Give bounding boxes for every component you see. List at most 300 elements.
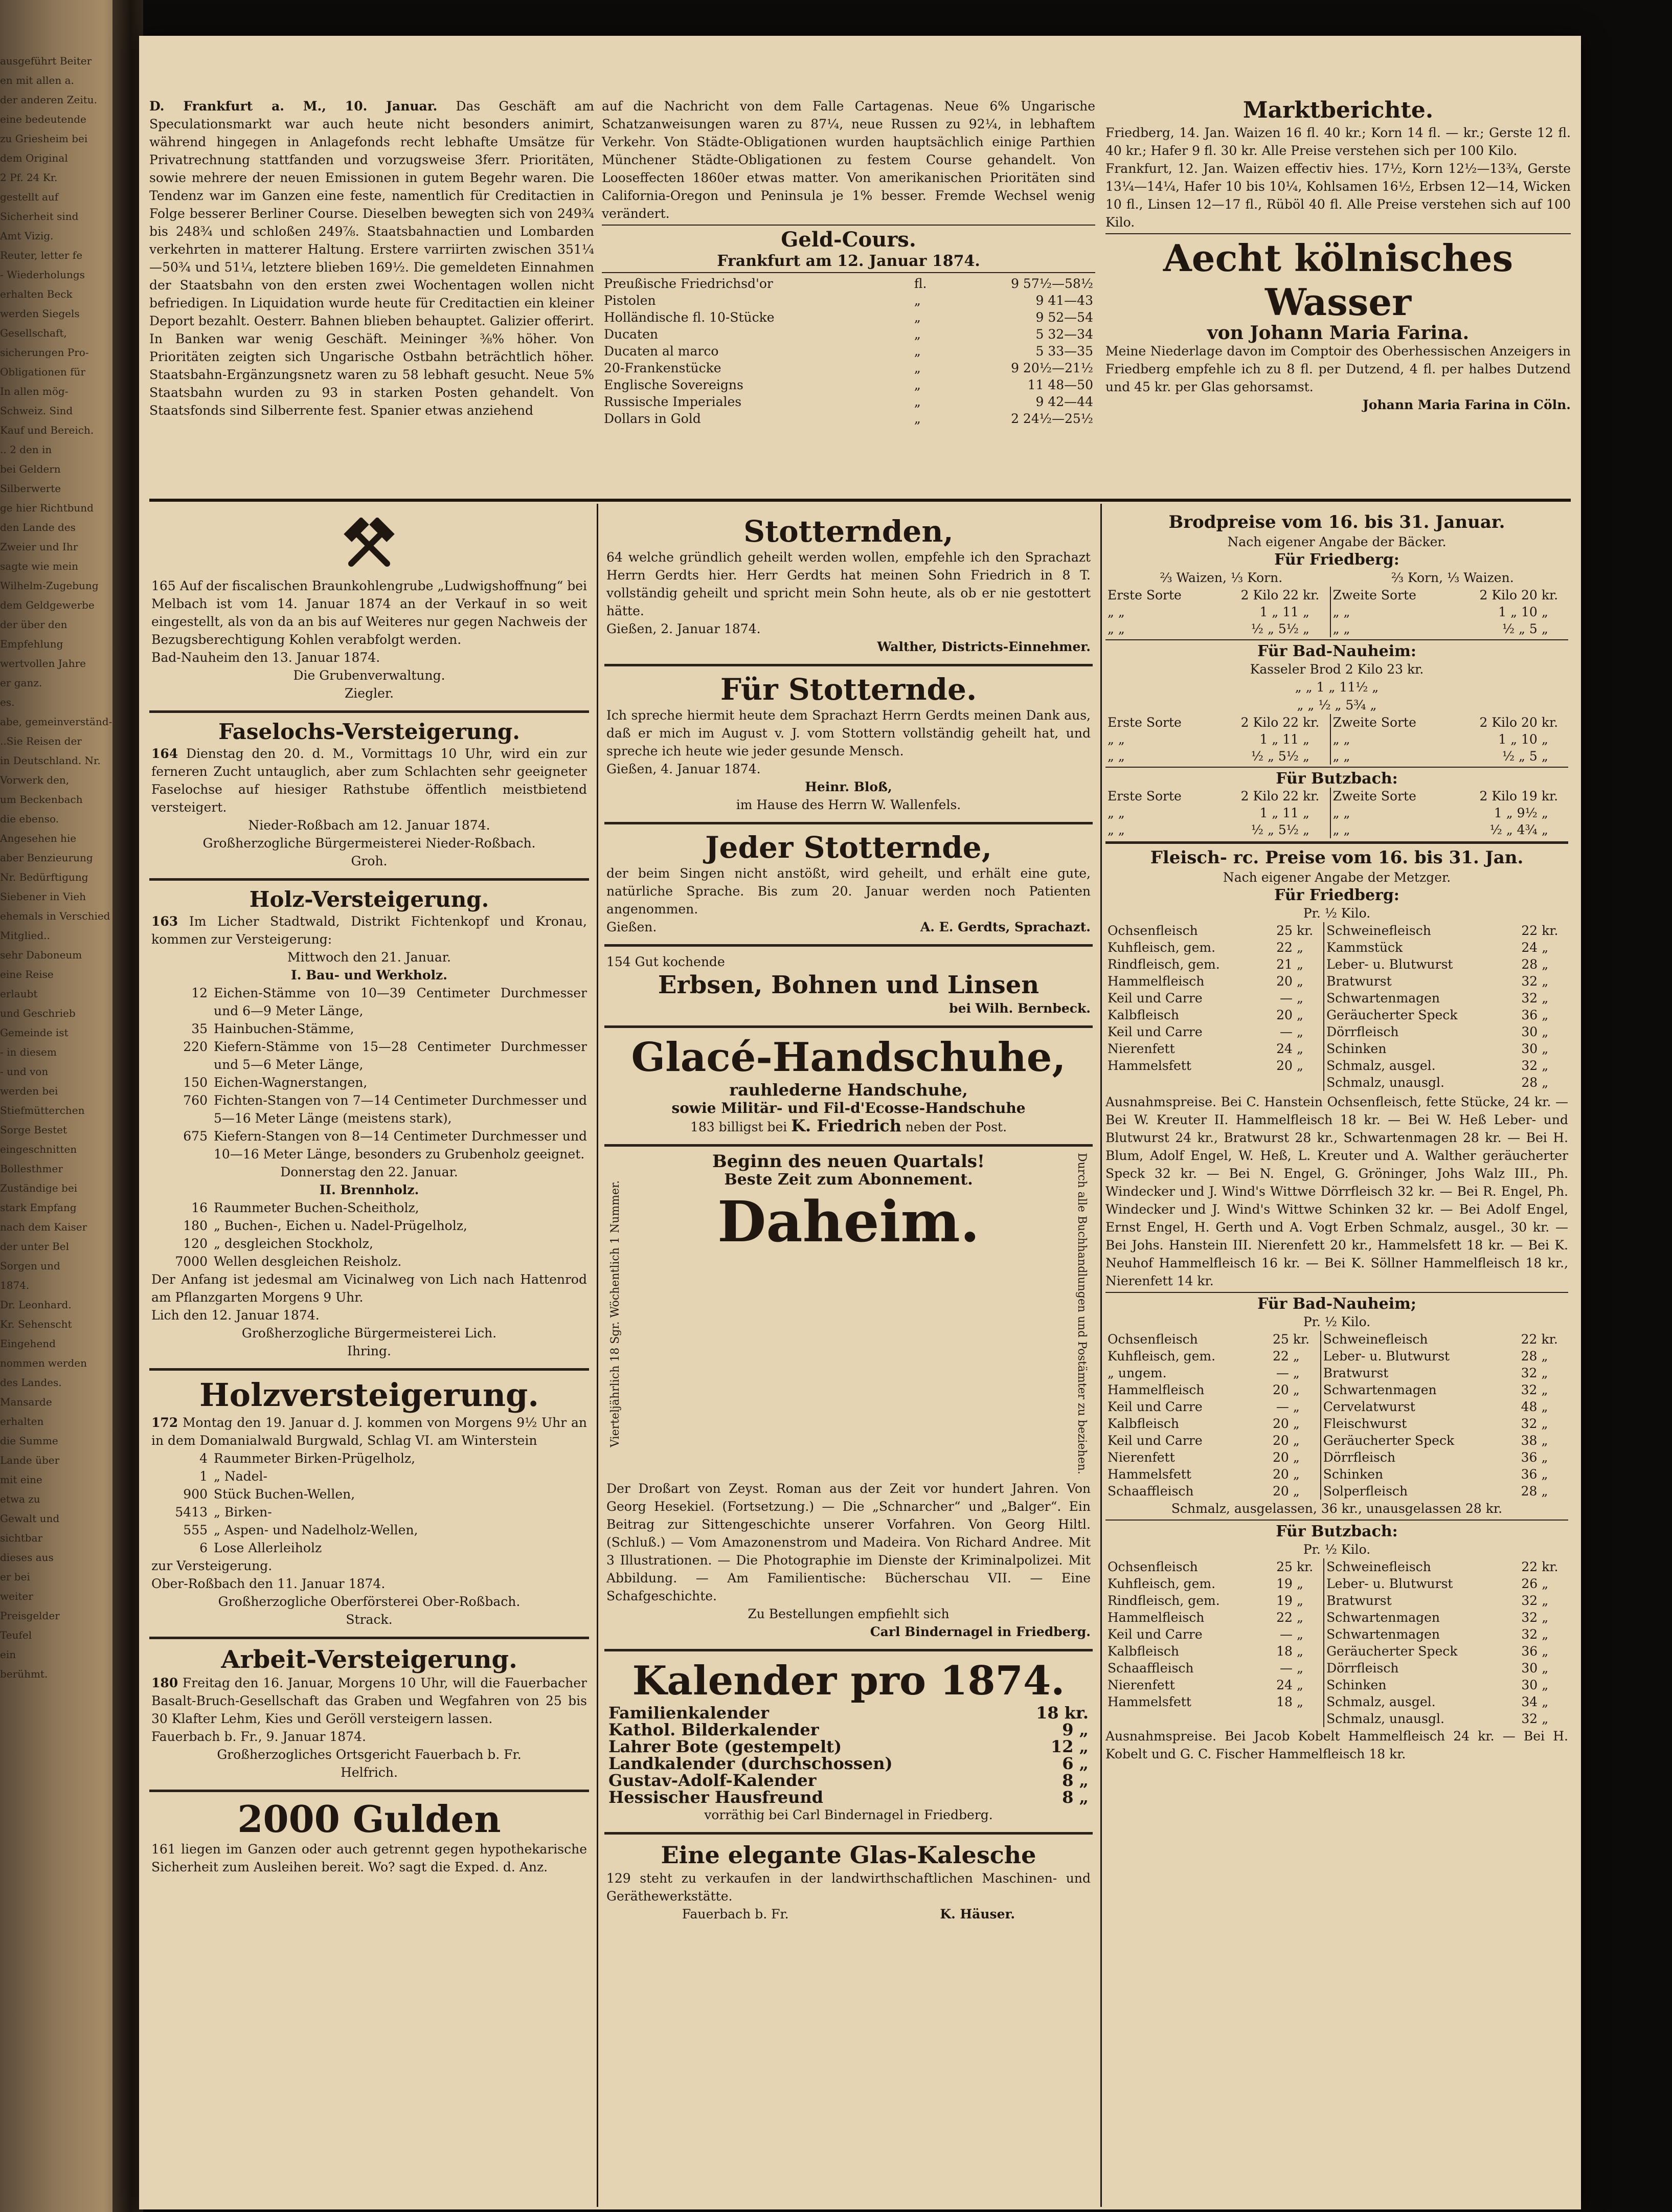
price-right-cell: 26 bbox=[1521, 1576, 1538, 1591]
price-left-cell: Keil und Carre bbox=[1108, 1433, 1203, 1448]
price-right-cell: 30 bbox=[1521, 1661, 1538, 1675]
currency-rate: 9 52—54 bbox=[1035, 310, 1093, 325]
left-page-line: Schweiz. Sind bbox=[0, 405, 73, 417]
price-right-cell: Bratwurst bbox=[1323, 1366, 1389, 1380]
faselochs-title: Faselochs-Versteigerung. bbox=[218, 719, 520, 744]
price-right-cell: 48 bbox=[1521, 1399, 1538, 1414]
table-row bbox=[1105, 1466, 1568, 1483]
erbsen-sig: bei Wilh. Bernbeck. bbox=[949, 1001, 1091, 1016]
price-right-cell: 1 „ 9½ bbox=[1494, 806, 1538, 820]
currency-name: Russische Imperiales bbox=[604, 394, 742, 409]
left-page-line: es. bbox=[0, 696, 15, 708]
price-right-cell: ½ „ 4¾ bbox=[1489, 822, 1538, 837]
currency-rate: 2 24½—25½ bbox=[1011, 411, 1093, 426]
price-left-cell: 2 Kilo 22 bbox=[1240, 588, 1299, 602]
price-left-cell: Hammelsfett bbox=[1108, 1058, 1191, 1073]
fleisch-butzbach-table bbox=[1105, 1558, 1568, 1727]
price-left-cell: 24 bbox=[1276, 1678, 1293, 1692]
glace-tail: neben der Post. bbox=[905, 1120, 1007, 1134]
price-right-cell: Solperfleisch bbox=[1323, 1484, 1408, 1499]
kalesche-place: Fauerbach b. Fr. bbox=[682, 1906, 789, 1921]
brod-butzbach-table bbox=[1105, 788, 1568, 838]
grube-date: Bad-Nauheim den 13. Januar 1874. bbox=[151, 650, 380, 665]
table-row bbox=[1105, 1415, 1568, 1432]
price-right-cell: 28 bbox=[1521, 1349, 1538, 1364]
price-left-cell: Erste Sorte bbox=[1108, 715, 1182, 730]
currency-unit: „ bbox=[914, 394, 921, 409]
kalender-title: Kalender pro 1874. bbox=[632, 1657, 1065, 1704]
ad-number: 129 bbox=[606, 1870, 631, 1886]
price-right-cell: „ bbox=[1542, 1678, 1549, 1692]
item-description: „ Buchen-, Eichen u. Nadel-Prügelholz, bbox=[214, 1218, 467, 1233]
left-page-line: etwa zu bbox=[0, 1493, 40, 1505]
item-quantity: 220 bbox=[183, 1039, 208, 1054]
kalender-ad bbox=[604, 1655, 1093, 1829]
stot2-title: Für Stotternde. bbox=[720, 672, 977, 707]
price-left-cell: „ bbox=[1295, 1626, 1324, 1643]
kalesche-sig: K. Häuser. bbox=[940, 1906, 1015, 1921]
table-row bbox=[1105, 1558, 1568, 1575]
price-left-cell: „ bbox=[1301, 604, 1330, 620]
item-description: „ Birken- bbox=[214, 1505, 272, 1520]
price-right-cell: „ „ bbox=[1332, 605, 1350, 619]
price-right-cell: „ bbox=[1542, 1024, 1549, 1039]
price-right-cell: „ bbox=[1541, 806, 1548, 820]
left-page-line: .. 2 den in bbox=[0, 443, 52, 456]
price-left-cell: ½ „ 5½ bbox=[1251, 749, 1299, 764]
left-page-line: er ganz. bbox=[0, 677, 42, 689]
price-right-cell: Geräucherter Speck bbox=[1323, 1433, 1455, 1448]
erbsen-title: Erbsen, Bohnen und Linsen bbox=[658, 971, 1040, 999]
fleisch-fb-unit: Pr. ½ Kilo. bbox=[1303, 906, 1371, 921]
stot2-ad bbox=[604, 669, 1093, 819]
table-row bbox=[602, 343, 1095, 360]
price-left-cell: 19 bbox=[1276, 1576, 1293, 1591]
item-description: „ Nadel- bbox=[214, 1469, 267, 1484]
brod-title: Brodpreise vom 16. bis 31. Januar. bbox=[1168, 512, 1505, 532]
price-right-cell: kr. bbox=[1541, 789, 1558, 803]
price-right-cell: Dörrfleisch bbox=[1326, 1661, 1399, 1675]
brod-sub: Nach eigener Angabe der Bäcker. bbox=[1227, 534, 1447, 549]
ad-number: 164 bbox=[151, 746, 178, 761]
brod-nauheim-kasseler: Kasseler Brod 2 Kilo 23 kr. bbox=[1250, 662, 1424, 677]
price-left-cell: kr. bbox=[1301, 587, 1330, 604]
item-description: Raummeter Birken-Prügelholz, bbox=[214, 1451, 416, 1466]
price-right-cell: 36 bbox=[1521, 1644, 1538, 1659]
market-report-continued: auf die Nachricht von dem Falle Cartagenas. Neue 6% Ungarische Schatzanweisungen waren zu 87¼, neue Russen zu 92¼, in lebhaftem Verkehr. Von Städte-Obligationen wurden hauptsächlich einige Parthien Münchener Städte-Obligationen zu festem Course gehandelt. Von Looseffecten 1860er etwas matter. Von amerikanischen Prioritäten sind California-Oregon und Peninsula je 1% besser. Fremde Wechsel wenig verändert. bbox=[602, 99, 1095, 221]
price-left-cell: Nierenfett bbox=[1108, 1041, 1175, 1056]
price-right-cell: 28 bbox=[1521, 957, 1538, 972]
price-left-cell: Kalbfleisch bbox=[1108, 1008, 1179, 1022]
price-right-cell: „ bbox=[1542, 1041, 1549, 1056]
price-right-cell: 2 Kilo 20 bbox=[1479, 588, 1538, 602]
price-right-cell: 30 bbox=[1521, 1041, 1538, 1056]
price-left-cell: 1 „ 11 bbox=[1259, 806, 1299, 820]
price-right-cell: Geräucherter Speck bbox=[1326, 1008, 1458, 1022]
table-row bbox=[1105, 604, 1568, 620]
currency-name: Englische Sovereigns bbox=[604, 377, 743, 392]
price-left-cell: Keil und Carre bbox=[1108, 1024, 1203, 1039]
left-page-line: ..Sie Reisen der bbox=[0, 735, 82, 747]
item-quantity: 4 bbox=[199, 1451, 208, 1466]
brod-friedberg-table bbox=[1105, 587, 1568, 637]
list-item bbox=[151, 1020, 587, 1038]
price-right-cell: „ bbox=[1542, 1058, 1549, 1073]
price-right-cell: Schweinefleisch bbox=[1326, 923, 1431, 938]
faselochs-sig2: Groh. bbox=[351, 854, 388, 868]
price-left-cell: „ „ bbox=[1108, 749, 1125, 764]
left-page-line: Kr. Sehenscht bbox=[0, 1318, 72, 1330]
table-row bbox=[1105, 1449, 1568, 1466]
price-right-cell: „ bbox=[1542, 1711, 1549, 1726]
glace-line: billigst bei bbox=[718, 1120, 787, 1134]
currency-name: Dollars in Gold bbox=[604, 411, 701, 426]
faselochs-sig1: Großherzogliche Bürgermeisterei Nieder-Roßbach. bbox=[202, 836, 536, 851]
table-row bbox=[1105, 1331, 1568, 1348]
holz2-outro: zur Versteigerung. bbox=[151, 1558, 273, 1573]
left-page-line: mit eine bbox=[0, 1473, 42, 1486]
currency-rate: 11 48—50 bbox=[1027, 377, 1093, 392]
table-row bbox=[1105, 1643, 1568, 1660]
koelnisch-sub: von Johann Maria Farina. bbox=[1207, 322, 1470, 344]
left-page-line: Mansarde bbox=[0, 1396, 52, 1408]
geld-cours-subtitle: Frankfurt am 12. Januar 1874. bbox=[717, 252, 980, 270]
price-left-cell: 1 „ 11 bbox=[1259, 605, 1299, 619]
daheim-title: Daheim. bbox=[717, 1189, 980, 1255]
geld-cours-table bbox=[602, 275, 1095, 427]
frankfurt-report-title: D. Frankfurt a. M., 10. Januar. bbox=[149, 99, 438, 114]
currency-name: Pistolen bbox=[604, 293, 656, 308]
left-page-line: nach dem Kaiser bbox=[0, 1221, 87, 1233]
column-rule-1 bbox=[597, 504, 598, 2207]
item-description: Stück Buchen-Wellen, bbox=[214, 1487, 355, 1502]
daheim-contents bbox=[604, 1480, 1093, 1646]
brod-nauheim-table bbox=[1105, 714, 1568, 765]
glace-title: Glacé-Handschuhe, bbox=[631, 1034, 1066, 1081]
daheim-footer2: Carl Bindernagel in Friedberg. bbox=[870, 1624, 1091, 1639]
brod-fb-head-right: ⅔ Korn, ⅓ Waizen. bbox=[1391, 570, 1514, 585]
price-right-cell: „ bbox=[1542, 991, 1549, 1006]
left-page-line: erhalten bbox=[0, 1415, 44, 1427]
list-item bbox=[151, 1074, 587, 1091]
list-item bbox=[151, 984, 587, 1020]
kalender-price: 12 „ bbox=[1050, 1736, 1089, 1756]
fleisch-friedberg-title: Für Friedberg: bbox=[1274, 886, 1399, 904]
glace-sig: K. Friedrich bbox=[791, 1116, 901, 1135]
table-row bbox=[1105, 1432, 1568, 1449]
kalender-name: Gustav-Adolf-Kalender bbox=[608, 1770, 817, 1790]
holz-section2: II. Brennholz. bbox=[319, 1182, 419, 1197]
price-left-cell: Ochsenfleisch bbox=[1108, 923, 1198, 938]
gulden-text: liegen im Ganzen oder auch getrennt gegen hypothekarische Sicherheit zum Ausleihen bereit. Wo? sagt die Exped. d. Anz. bbox=[151, 1842, 587, 1874]
price-left-cell: „ bbox=[1295, 990, 1324, 1007]
holz-section1: I. Bau- und Werkholz. bbox=[291, 968, 447, 982]
price-right-cell: Schwartenmagen bbox=[1326, 1627, 1440, 1642]
fleisch-ausnahme-friedberg: Ausnahmspreise. Bei C. Hanstein Ochsenfleisch, fette Stücke, 24 kr. — Bei W. Kreuter II. Hammelfleisch 18 kr. — Bei W. Heß Leber- und Blutwurst 24 kr., Bratwurst 28 kr., Schwartenmagen 28 kr. — Bei H. Blum, Adolf Engel, W. Heß, L. Kreuter und A. Walther geräucherter Speck 32 kr. — Bei N. Engel, G. Gröninger, Johs Walz III., Ph. Windecker und J. Wind's Wittwe Dörrfleisch 32 kr. — Bei R. Engel, Ph. Windecker und J. Wind's Wittwe Schinken 32 kr. — Bei Adolf Engel, Ernst Engel, H. Gerth und A. Vogt Erben Schmalz, ausgel., 30 kr. — Bei Johs. Hanstein III. Nierenfett 20 kr., Hammelsfett 18 kr. — Bei K. Neuhof Hammelfleisch 16 kr. — Bei K. Söllner Hammelfleisch 18 kr., Nierenfett 14 kr. bbox=[1105, 1094, 1568, 1288]
price-left-cell: Ochsenfleisch bbox=[1108, 1559, 1198, 1574]
fleisch-butzbach-title: Für Butzbach: bbox=[1276, 1523, 1398, 1540]
daheim-head2: Beste Zeit zum Abonnement. bbox=[724, 1171, 973, 1189]
left-page-line: aber Benzieurung bbox=[0, 852, 93, 864]
list-item bbox=[151, 1521, 587, 1539]
faselochs-text: Dienstag den 20. d. M., Vormittags 10 Uhr, wird ein zur ferneren Zucht untauglich, aber zum Schlachten sehr geeigneter Faselochse auf hiesiger Rathstube öffentlich meistbietend versteigert. bbox=[151, 746, 587, 815]
price-left-cell: — bbox=[1276, 1399, 1289, 1414]
left-page-line: sagte wie mein bbox=[0, 560, 79, 572]
price-left-cell: kr. bbox=[1291, 1331, 1321, 1348]
grube-signature-2: Ziegler. bbox=[344, 686, 394, 701]
marktberichte-title: Marktberichte. bbox=[1242, 97, 1434, 123]
kalender-price: 9 „ bbox=[1062, 1719, 1089, 1739]
table-row bbox=[1105, 1040, 1568, 1057]
holz2-sig1: Großherzogliche Oberförsterei Ober-Roßbach. bbox=[218, 1594, 521, 1609]
stot3-place: Gießen. bbox=[606, 920, 657, 934]
price-left-cell: „ bbox=[1295, 939, 1324, 956]
price-right-cell: 30 bbox=[1521, 1024, 1538, 1039]
price-right-cell: „ bbox=[1541, 1366, 1548, 1380]
fleisch-sub: Nach eigener Angabe der Metzger. bbox=[1223, 870, 1451, 885]
currency-rate: 9 42—44 bbox=[1035, 394, 1093, 409]
left-page-line: - und von bbox=[0, 1065, 49, 1078]
ad-number: 154 bbox=[606, 954, 631, 969]
holz-outro: Der Anfang ist jedesmal am Vicinalweg von Lich nach Hattenrod am Pflanzgarten Morgens 9 Uhr. bbox=[151, 1272, 587, 1305]
price-right-cell: „ bbox=[1541, 1349, 1548, 1364]
stot3-title: Jeder Stotternde, bbox=[705, 830, 992, 865]
price-left-cell: „ bbox=[1291, 1398, 1321, 1415]
price-right-cell: „ bbox=[1542, 1075, 1549, 1090]
holz-items-2 bbox=[151, 1199, 587, 1270]
price-right-cell: 36 bbox=[1521, 1450, 1538, 1465]
left-page-line: dem Geldgewerbe bbox=[0, 599, 95, 611]
left-page-line: eine Reise bbox=[0, 968, 54, 980]
ad-number: 172 bbox=[151, 1415, 178, 1430]
price-right-cell: Schweinefleisch bbox=[1326, 1559, 1431, 1574]
left-page-line: Sicherheit sind bbox=[0, 210, 79, 222]
column-2-top bbox=[602, 97, 1095, 427]
left-page-line: eine bedeutende bbox=[0, 113, 86, 125]
item-quantity: 555 bbox=[183, 1523, 208, 1537]
left-page-line: Nr. Bedürftigung bbox=[0, 871, 88, 883]
table-row bbox=[1105, 1381, 1568, 1398]
marktberichte-frankfurt: Frankfurt, 12. Jan. Waizen effectiv hies. 17½, Korn 12½—13¾, Gerste 13¼—14¼, Hafer 10 bis 10¼, Kohlsamen 16½, Erbsen 12—14, Wicken 10 fl., Linsen 12—17 fl., Rüböl 40 fl. Alle Preise verstehen sich auf 100 Kilo. bbox=[1105, 161, 1571, 230]
price-right-cell: 24 bbox=[1521, 940, 1538, 955]
table-row bbox=[606, 1738, 1091, 1755]
price-right-cell: 38 bbox=[1521, 1433, 1538, 1448]
price-left-cell: ½ „ 5½ bbox=[1251, 621, 1299, 636]
list-item bbox=[151, 1503, 587, 1521]
table-row bbox=[1105, 1710, 1568, 1727]
brod-nauheim-k3: „ „ ½ „ 5¾ „ bbox=[1297, 698, 1377, 712]
item-description: Raummeter Buchen-Scheitholz, bbox=[214, 1200, 419, 1215]
left-page-line: Silberwerte bbox=[0, 482, 61, 495]
holz-date: Lich den 12. Januar 1874. bbox=[151, 1308, 320, 1323]
item-description: Fichten-Stangen von 7—14 Centimeter Durchmesser und 5—16 Meter Länge (meistens stark), bbox=[214, 1093, 587, 1126]
price-left-cell: 24 bbox=[1276, 1041, 1293, 1056]
list-item bbox=[151, 1038, 587, 1074]
grube-signature-1: Die Grubenverwaltung. bbox=[293, 668, 445, 683]
currency-name: Ducaten bbox=[604, 327, 658, 342]
left-page-line: die Summe bbox=[0, 1435, 58, 1447]
kalender-name: Kathol. Bilderkalender bbox=[608, 1719, 819, 1739]
price-left-cell: „ bbox=[1295, 1592, 1324, 1609]
daheim-ad bbox=[604, 1150, 1093, 1480]
price-left-cell: Schaaffleisch bbox=[1108, 1661, 1194, 1675]
price-left-cell: „ bbox=[1295, 956, 1324, 973]
table-row bbox=[606, 1772, 1091, 1789]
left-page-line: erhalten Beck bbox=[0, 288, 73, 300]
frankfurt-report-text: Das Geschäft am Speculationsmarkt war auch heute nicht besonders animirt, während hingegen in Anlagefonds recht lebhafte Umsätze für Privatrechnung stattfanden und vorzugsweise 3ferr. Prioritäten, sowie mehrere der neuen Emissionen in gutem Begehr waren. Die Tendenz war im Ganzen eine feste, namentlich für Creditactien in Folge besserer Berliner Course. Dieselben bewegten sich von 249¾ bis 248¾ und schloßen 249⅞. Staatsbahnactien und Lombarden verkehrten in matterer Haltung. Erstere varriirten zwischen 351¼—50¾ und 51¼, letztere blieben 169½. Die gemeldeten Einnahmen der Staatsbahn von den ersten zwei Wochentagen wollen nicht befriedigen. In Liquidation wurde heute für Creditactien ein kleiner Deport bezahlt. Oesterr. Bahnen blieben behauptet. Galizier offerirt. In Banken war wenig Geschäft. Meininger ⅜% höher. Von Prioritäten zeigten sich Ungarische Ostbahn beträchtlich höher. Staatsbahn-Ergänzungsnetz waren zu 58 lebhaft gesucht. Neue 5% Staatsbahn wurden zu 93 in starken Posten gehandelt. Von Staatsfonds sind Silberrente fest. Spanier etwas anziehend bbox=[149, 99, 594, 418]
table-row bbox=[1105, 805, 1568, 821]
price-left-cell: — bbox=[1279, 1024, 1293, 1039]
price-right-cell: 28 bbox=[1521, 1075, 1538, 1090]
price-right-cell: „ bbox=[1542, 974, 1549, 989]
list-item bbox=[151, 1127, 587, 1163]
price-right-cell: Dörrfleisch bbox=[1323, 1450, 1396, 1465]
table-row bbox=[606, 1755, 1091, 1772]
left-page-line: Sorgen und bbox=[0, 1260, 60, 1272]
currency-name: 20-Frankenstücke bbox=[604, 361, 721, 375]
holz2-sig2: Strack. bbox=[346, 1612, 393, 1627]
grube-body: Auf der fiscalischen Braunkohlengrube „Ludwigshoffnung“ bei Melbach ist vom 14. Januar 1874 an der Verkauf in so weit eingestellt, als von da an bis auf Weiteres nur gegen Nachweis der Bezugsberechtigung Kohlen verabfolgt werden. bbox=[151, 578, 588, 647]
gulden-ad bbox=[149, 1795, 589, 1881]
left-page-line: bei Geldern bbox=[0, 463, 61, 475]
stot1-ad bbox=[604, 511, 1093, 661]
price-left-cell bbox=[1267, 1074, 1295, 1091]
book-gutter bbox=[112, 0, 143, 2212]
price-left-cell bbox=[1295, 1710, 1324, 1727]
price-right-cell: Fleischwurst bbox=[1323, 1416, 1407, 1431]
price-left-cell: „ bbox=[1291, 1432, 1321, 1449]
price-right-cell: „ bbox=[1541, 749, 1548, 764]
price-right-cell: „ „ bbox=[1332, 749, 1350, 764]
price-left-cell: „ bbox=[1295, 1693, 1324, 1710]
table-row bbox=[1105, 1626, 1568, 1643]
ad-number: 163 bbox=[151, 914, 178, 929]
fleisch-title: Fleisch- rc. Preise vom 16. bis 31. Jan. bbox=[1150, 847, 1524, 868]
price-left-cell: „ bbox=[1295, 1023, 1324, 1040]
table-row bbox=[602, 393, 1095, 410]
price-right-cell: Zweite Sorte bbox=[1332, 588, 1416, 602]
table-row bbox=[1105, 1609, 1568, 1626]
price-left-cell: „ „ bbox=[1108, 822, 1125, 837]
price-left-cell: 18 bbox=[1276, 1694, 1293, 1709]
item-quantity: 760 bbox=[183, 1093, 208, 1108]
price-left-cell: „ bbox=[1295, 973, 1324, 990]
price-left-cell: 20 bbox=[1276, 1058, 1293, 1073]
left-page-line: Preisgelder bbox=[0, 1610, 60, 1622]
marktberichte-friedberg: Friedberg, 14. Jan. Waizen 16 fl. 40 kr.; Korn 14 fl. — kr.; Gerste 12 fl. 40 kr.; Hafer 9 fl. 30 kr. Alle Preise verstehen sich per 100 Kilo. bbox=[1105, 125, 1571, 158]
price-right-cell: Zweite Sorte bbox=[1332, 789, 1416, 803]
koelnisch-title: Aecht kölnisches Wasser bbox=[1163, 236, 1513, 324]
price-left-cell: Kalbfleisch bbox=[1108, 1416, 1179, 1431]
price-left-cell: Kalbfleisch bbox=[1108, 1644, 1179, 1659]
price-right-cell: 32 bbox=[1521, 1416, 1538, 1431]
holz-ad bbox=[149, 884, 589, 1365]
left-page-line: 1874. bbox=[0, 1279, 30, 1291]
brod-nauheim-title: Für Bad-Nauheim: bbox=[1257, 642, 1416, 660]
price-left-cell: 20 bbox=[1273, 1467, 1289, 1482]
currency-unit: „ bbox=[914, 310, 921, 325]
holz2-ad bbox=[149, 1374, 589, 1634]
holz-day2: Donnerstag den 22. Januar. bbox=[280, 1165, 458, 1179]
price-left-cell: kr. bbox=[1295, 922, 1324, 939]
stot2-text: Ich spreche hiermit heute dem Sprachazt Herrn Gerdts meinen Dank aus, daß er mich im August v. J. vom Stottern vollständig geheilt hat, und spreche ich heute wie jeder gesunde Mensch. bbox=[606, 708, 1091, 758]
holz-intro: Im Licher Stadtwald, Distrikt Fichtenkopf und Kronau, kommen zur Versteigerung: bbox=[151, 914, 587, 947]
price-right-cell: 22 bbox=[1521, 923, 1538, 938]
price-left-cell: 20 bbox=[1273, 1382, 1289, 1397]
item-quantity: 12 bbox=[191, 986, 208, 1000]
left-page-line: berühmt. bbox=[0, 1668, 48, 1680]
left-page-line: werden bei bbox=[0, 1085, 58, 1097]
table-row bbox=[1105, 1398, 1568, 1415]
table-row bbox=[1105, 990, 1568, 1007]
geld-cours-title: Geld-Cours. bbox=[781, 228, 916, 252]
price-right-cell: 34 bbox=[1521, 1694, 1538, 1709]
arbeit-title: Arbeit-Versteigerung. bbox=[221, 1645, 517, 1674]
arbeit-text: Freitag den 16. Januar, Morgens 10 Uhr, will die Fauerbacher Basalt-Bruch-Gesellschaft das Graben und Wegfahren von 25 bis 30 Klafter Lehm, Kies und Geröll versteigern lassen. bbox=[151, 1675, 587, 1726]
price-left-cell: 1 „ 11 bbox=[1259, 732, 1299, 747]
brod-nauheim-k2: „ „ 1 „ 11½ „ bbox=[1295, 680, 1379, 695]
table-row bbox=[1105, 1365, 1568, 1381]
erbsen-pre: Gut kochende bbox=[635, 954, 725, 969]
price-left-cell bbox=[1295, 1074, 1324, 1091]
table-row bbox=[1105, 1592, 1568, 1609]
price-right-cell: 32 bbox=[1521, 1058, 1538, 1073]
left-page-line: 2 Pf. 24 Kr. bbox=[0, 171, 58, 184]
fleisch-nauheim-table bbox=[1105, 1331, 1568, 1500]
daheim-footer1: Zu Bestellungen empfiehlt sich bbox=[748, 1606, 950, 1621]
table-row bbox=[602, 292, 1095, 309]
left-page-line: dieses aus bbox=[0, 1551, 54, 1563]
price-right-cell: Schmalz, unausgl. bbox=[1326, 1075, 1444, 1090]
price-right-cell: Schmalz, unausgl. bbox=[1326, 1711, 1444, 1726]
currency-rate: 9 41—43 bbox=[1035, 293, 1093, 308]
fleisch-bn-schmalz: Schmalz, ausgelassen, 36 kr., unausgelassen 28 kr. bbox=[1171, 1501, 1503, 1516]
price-right-cell: Cervelatwurst bbox=[1323, 1399, 1415, 1414]
table-row bbox=[1105, 714, 1568, 731]
left-page-line: den Lande des bbox=[0, 521, 76, 533]
arbeit-ad bbox=[149, 1642, 589, 1786]
item-description: Eichen-Wagnerstangen, bbox=[214, 1075, 368, 1090]
item-description: „ desgleichen Stockholz, bbox=[214, 1236, 373, 1251]
price-right-cell: 1 „ 10 bbox=[1498, 605, 1538, 619]
table-row bbox=[606, 1789, 1091, 1806]
currency-unit: „ bbox=[914, 411, 921, 426]
arbeit-sig1: Großherzogliches Ortsgericht Fauerbach b. Fr. bbox=[217, 1747, 522, 1762]
left-page-line: sehr Daboneum bbox=[0, 949, 82, 961]
price-left-cell: 22 bbox=[1276, 940, 1293, 955]
price-left-cell: „ bbox=[1291, 1365, 1321, 1381]
table-row bbox=[602, 360, 1095, 376]
price-right-cell: „ „ bbox=[1332, 732, 1350, 747]
table-row bbox=[602, 275, 1095, 292]
price-right-cell: 32 bbox=[1521, 1366, 1538, 1380]
table-row bbox=[606, 1705, 1091, 1722]
price-left-cell bbox=[1105, 1710, 1267, 1727]
price-left-cell: Hammelfleisch bbox=[1108, 1382, 1205, 1397]
fleisch-bn-unit: Pr. ½ Kilo. bbox=[1303, 1314, 1371, 1329]
price-left-cell: 25 bbox=[1276, 923, 1293, 938]
left-page-line: sichtbar bbox=[0, 1532, 43, 1544]
price-right-cell: „ bbox=[1542, 957, 1549, 972]
item-description: Hainbuchen-Stämme, bbox=[214, 1021, 354, 1036]
price-right-cell: Schmalz, ausgel. bbox=[1326, 1694, 1436, 1709]
left-page-line: wertvollen Jahre bbox=[0, 657, 86, 669]
left-page-line: - in diesem bbox=[0, 1046, 57, 1058]
currency-unit: „ bbox=[914, 361, 921, 375]
item-quantity: 675 bbox=[183, 1129, 208, 1144]
holz2-date: Ober-Roßbach den 11. Januar 1874. bbox=[151, 1576, 386, 1591]
price-left-cell: Hammelfleisch bbox=[1108, 1610, 1205, 1625]
